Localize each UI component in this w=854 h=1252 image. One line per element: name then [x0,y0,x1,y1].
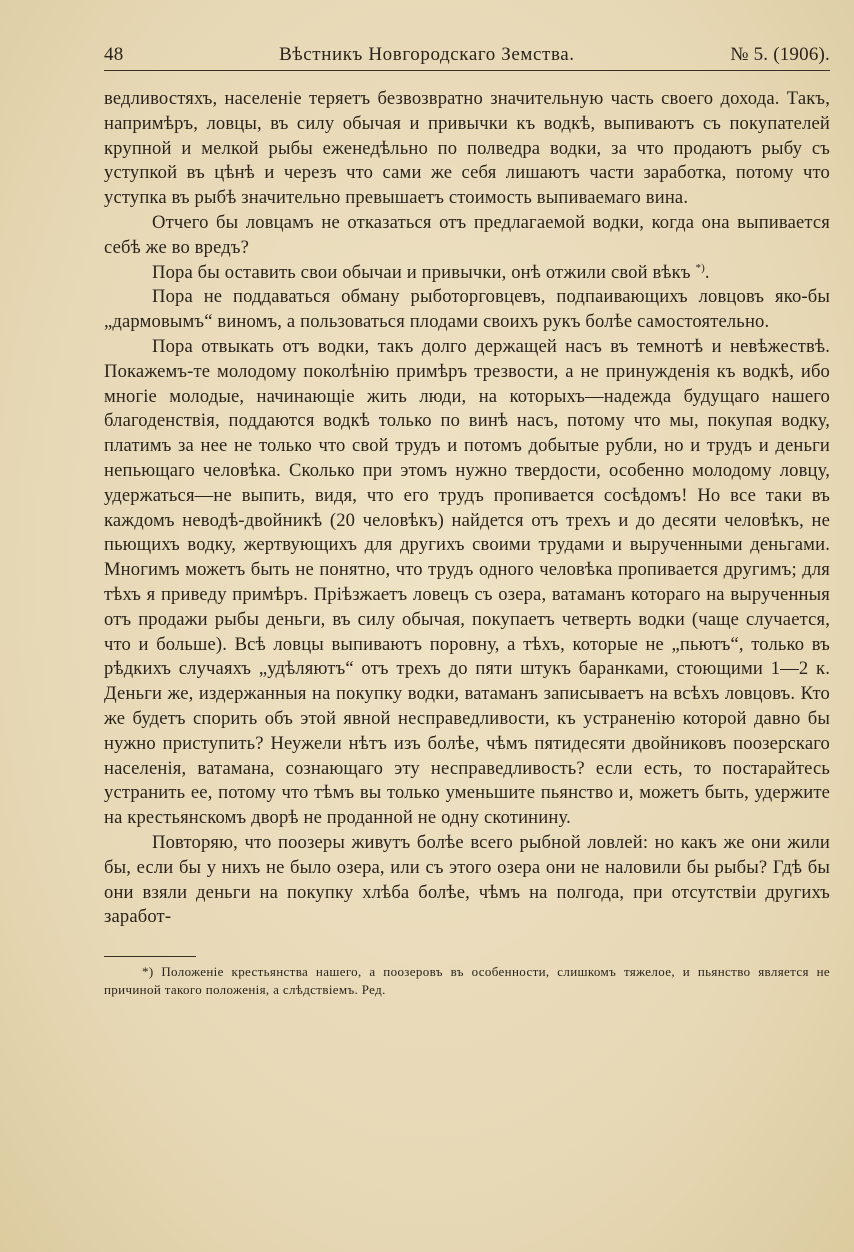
paragraph-4: Пора не поддаваться обману рыботорговцевъ, подпаивающихъ ловцовъ яко-бы „дармовымъ“ виномъ, а пользоваться плодами своихъ рукъ болѣе самостоятельно. [104,286,830,333]
paragraph-5: Пора отвыкать отъ водки, такъ долго держащей насъ въ темнотѣ и невѣжествѣ. Покажемъ-те молодому поколѣнію примѣръ трезвости, а не принужденія къ водкѣ, ибо многіе молодые, начинающіе жить люди, на которыхъ—надежда будущаго нашего благоденствія, поддаются водкѣ только по винѣ насъ, потому что мы, покупая водку, платимъ за нее не только что свой трудъ и потомъ добытые рубли, но и трудъ и деньги непьющаго человѣка. Сколько при этомъ нужно твердости, особенно молодому ловцу, удержаться—не выпить, видя, что его трудъ пропивается сосѣдомъ! Но все таки въ каждомъ неводѣ-двойникѣ (20 человѣкъ) найдется отъ трехъ и до десяти человѣкъ, не пьющихъ водку, жертвующихъ для другихъ своими трудами и вырученными деньгами. Многимъ можетъ быть не понятно, что трудъ одного человѣка пропивается другимъ; для тѣхъ я приведу примѣръ. Пріѣзжаетъ ловецъ съ озера, ватаманъ котораго на вырученныя отъ продажи рыбы деньги, въ силу обычая, покупаетъ четверть водки (чаще случается, что и больше). Всѣ ловцы выпиваютъ поровну, а тѣхъ, которые не „пьютъ“, только въ рѣдкихъ случаяхъ „удѣляютъ“ отъ трехъ до пяти штукъ баранками, стоющими 1—2 к. Деньги же, издержанныя на покупку водки, ватаманъ записываетъ на всѣхъ ловцовъ. Кто же будетъ спорить объ этой явной несправедливости, къ устраненію которой давно бы нужно приступить? Неужели нѣтъ изъ болѣе, чѣмъ пятидесяти двойниковъ поозерскаго населенія, ватамана, сознающаго эту несправедливость? если есть, то постарайтесь устранить ее, потому что тѣмъ вы только уменьшите пьянство и, можетъ быть, удержите на крестьянскомъ дворѣ не проданной не одну скотинину. [104,335,830,829]
header-rule [104,70,830,71]
running-head [104,40,830,70]
page-number: 48 [104,44,124,65]
footnote-mark: *) [142,964,154,980]
paragraph-1: ведливостяхъ, населеніе теряетъ безвозвратно значительную часть своего дохода. Такъ, напримѣръ, ловцы, въ силу обычая и привычки къ водкѣ, выпиваютъ съ покупателей крупной и мелкой рыбы еженедѣльно по полведра водки, за что продаютъ рыбу съ уступкой въ цѣнѣ и черезъ что сами же себя лишаютъ части заработка, потому что уступка въ рыбѣ значительно превышаетъ стоимость выпиваемаго вина. [104,88,830,209]
journal-title: Вѣстникъ Новгородскаго Земства. [279,44,575,65]
article-body [104,87,830,930]
footnote-text: Положеніе крестьянства нашего, а поозеровъ въ особенности, слишкомъ тяжелое, и пьянство является не причиной такого положенія, а слѣдствіемъ. Ред. [104,964,830,998]
footnote [104,963,830,999]
paragraph-3-end: . [704,261,710,283]
paragraph-6: Повторяю, что поозеры живутъ болѣе всего рыбной ловлей: но какъ же они жили бы, если бы у нихъ не было озера, или съ этого озера они не наловили бы рыбы? Гдѣ бы они взяли деньги на покупку хлѣба болѣе, чѣмъ на полгода, при отсутствіи другихъ заработ- [104,831,830,928]
page [104,40,830,999]
footnote-rule [104,956,196,957]
paragraph-2: Отчего бы ловцамъ не отказаться отъ предлагаемой водки, когда она выпивается себѣ же во вредъ? [104,211,830,258]
issue-number: № 5. (1906). [730,44,830,65]
paragraph-3-text: Пора бы оставить свои обычаи и привычки, онѣ отжили свой вѣкъ [152,261,691,283]
paragraph-3 [104,261,830,286]
footnote-reference: *) [695,261,705,274]
